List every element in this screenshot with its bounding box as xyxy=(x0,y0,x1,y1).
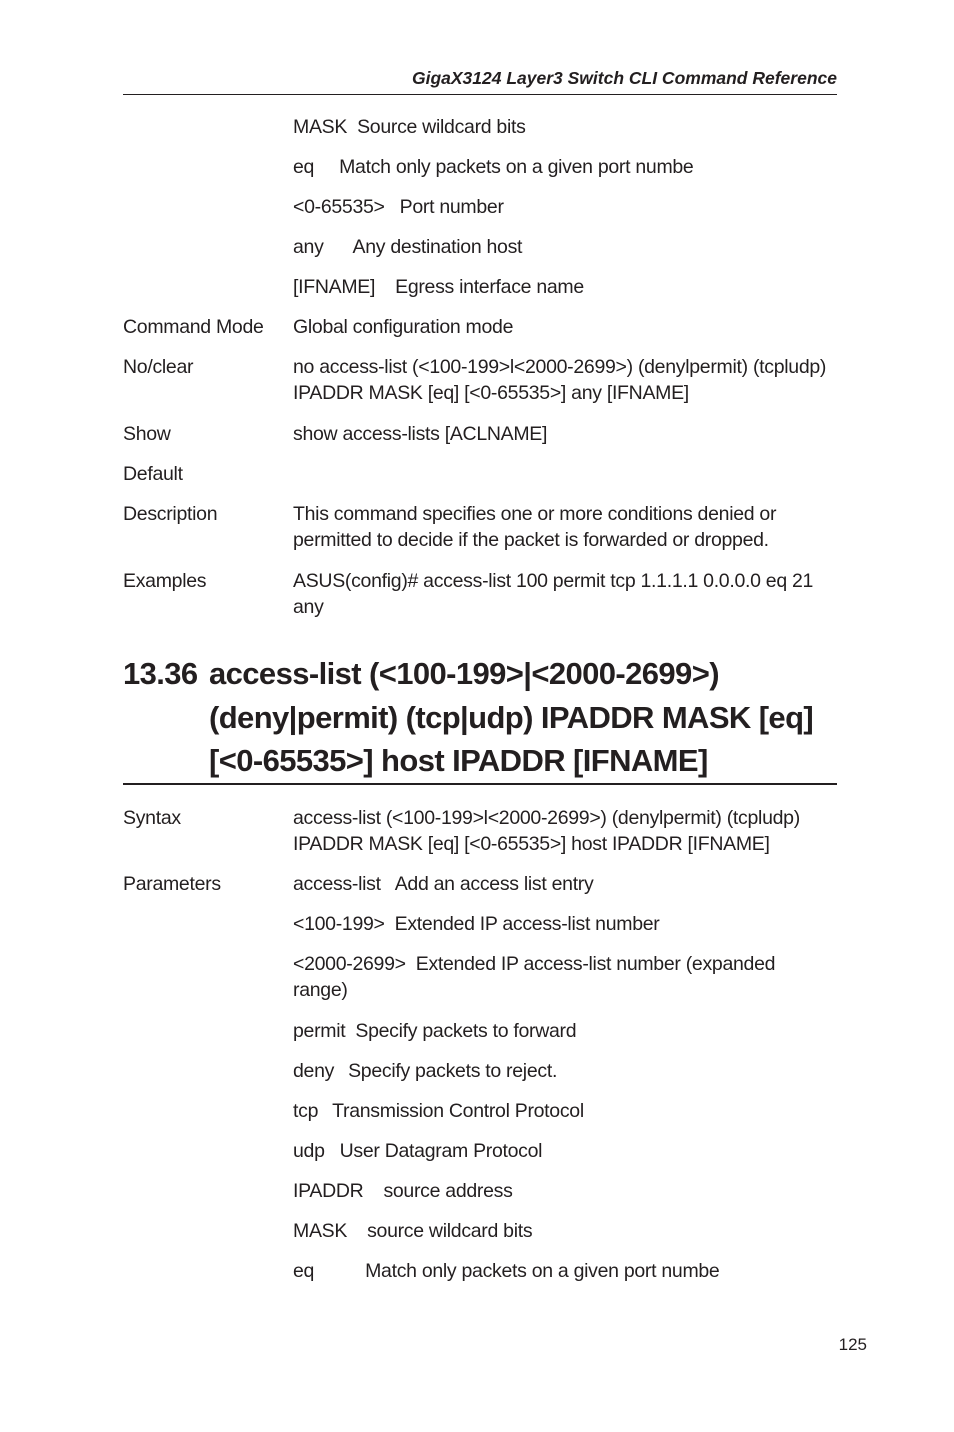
header-rule xyxy=(123,94,837,95)
param-term: eq xyxy=(293,156,315,178)
section-title-line-3: [<0-65535>] host IPADDR [IFNAME] xyxy=(209,743,708,778)
param-term: access-list xyxy=(293,873,381,895)
running-header: GigaX3124 Layer3 Switch CLI Command Reference xyxy=(411,68,837,88)
no-clear-label: No/clear xyxy=(123,356,194,378)
param-term: tcp xyxy=(293,1100,319,1122)
param-desc: Port number xyxy=(399,196,504,218)
param-desc: Match only packets on a given port numbe xyxy=(339,156,694,178)
param-desc: Any destination host xyxy=(352,236,523,258)
examples-label: Examples xyxy=(123,570,207,592)
param-desc: source address xyxy=(383,1180,513,1202)
param-desc: Transmission Control Protocol xyxy=(332,1100,584,1122)
show-label: Show xyxy=(123,423,171,445)
syntax-label: Syntax xyxy=(123,807,181,829)
show-text: show access-lists [ACLNAME] xyxy=(293,423,548,445)
param-desc: source wildcard bits xyxy=(367,1220,533,1242)
section-title-rule xyxy=(123,783,837,785)
syntax-line-2: IPADDR MASK [eq] [<0-65535>] host IPADDR [IFNAME] xyxy=(293,833,770,855)
param-term: <100-199> xyxy=(293,913,385,935)
description-label: Description xyxy=(123,503,218,525)
page-number: 125 xyxy=(838,1335,867,1354)
section-title-line-2: (deny|permit) (tcp|udp) IPADDR MASK [eq] xyxy=(209,699,814,735)
default-label: Default xyxy=(123,463,183,485)
section-number: 13.36 xyxy=(123,656,198,691)
examples-line-2: any xyxy=(293,596,324,618)
param-desc: User Datagram Protocol xyxy=(339,1140,543,1162)
no-clear-line-1: no access-list (<100-199>l<2000-2699>) (denylpermit) (tcpludp) xyxy=(293,356,827,378)
param-desc: Specify packets to forward xyxy=(355,1020,577,1042)
description-line-2: permitted to decide if the packet is forwarded or dropped. xyxy=(293,529,769,551)
param-desc: Match only packets on a given port numbe xyxy=(365,1260,720,1282)
section-title-line-1: access-list (<100-199>|<2000-2699>) xyxy=(209,656,719,691)
param-term: MASK xyxy=(293,1220,348,1242)
param-term: IPADDR xyxy=(293,1180,364,1202)
examples-line-1: ASUS(config)# access-list 100 permit tcp 1.1.1.1 0.0.0.0 eq 21 xyxy=(293,570,814,592)
param-desc: Add an access list entry xyxy=(394,873,594,895)
param-term: deny xyxy=(293,1060,335,1082)
param-term: MASK xyxy=(293,116,348,138)
param-desc-continued: range) xyxy=(293,979,348,1001)
param-term: [IFNAME] xyxy=(293,276,376,298)
description-line-1: This command specifies one or more conditions denied or xyxy=(293,503,777,525)
param-desc: Specify packets to reject. xyxy=(348,1060,558,1082)
param-desc: Egress interface name xyxy=(395,276,584,298)
param-desc: Extended IP access-list number (expanded xyxy=(415,953,776,975)
param-term: <0-65535> xyxy=(293,196,385,218)
param-term: udp xyxy=(293,1140,325,1162)
command-mode-text: Global configuration mode xyxy=(293,316,514,338)
param-desc: Source wildcard bits xyxy=(357,116,526,138)
param-term: <2000-2699> xyxy=(293,953,406,975)
no-clear-line-2: IPADDR MASK [eq] [<0-65535>] any [IFNAME] xyxy=(293,382,689,404)
parameters-label: Parameters xyxy=(123,873,221,895)
syntax-line-1: access-list (<100-199>l<2000-2699>) (denylpermit) (tcpludp) xyxy=(293,807,800,829)
command-mode-label: Command Mode xyxy=(123,316,264,338)
param-desc: Extended IP access-list number xyxy=(394,913,660,935)
param-term: any xyxy=(293,236,324,258)
param-term: permit xyxy=(293,1020,346,1042)
param-term: eq xyxy=(293,1260,315,1282)
